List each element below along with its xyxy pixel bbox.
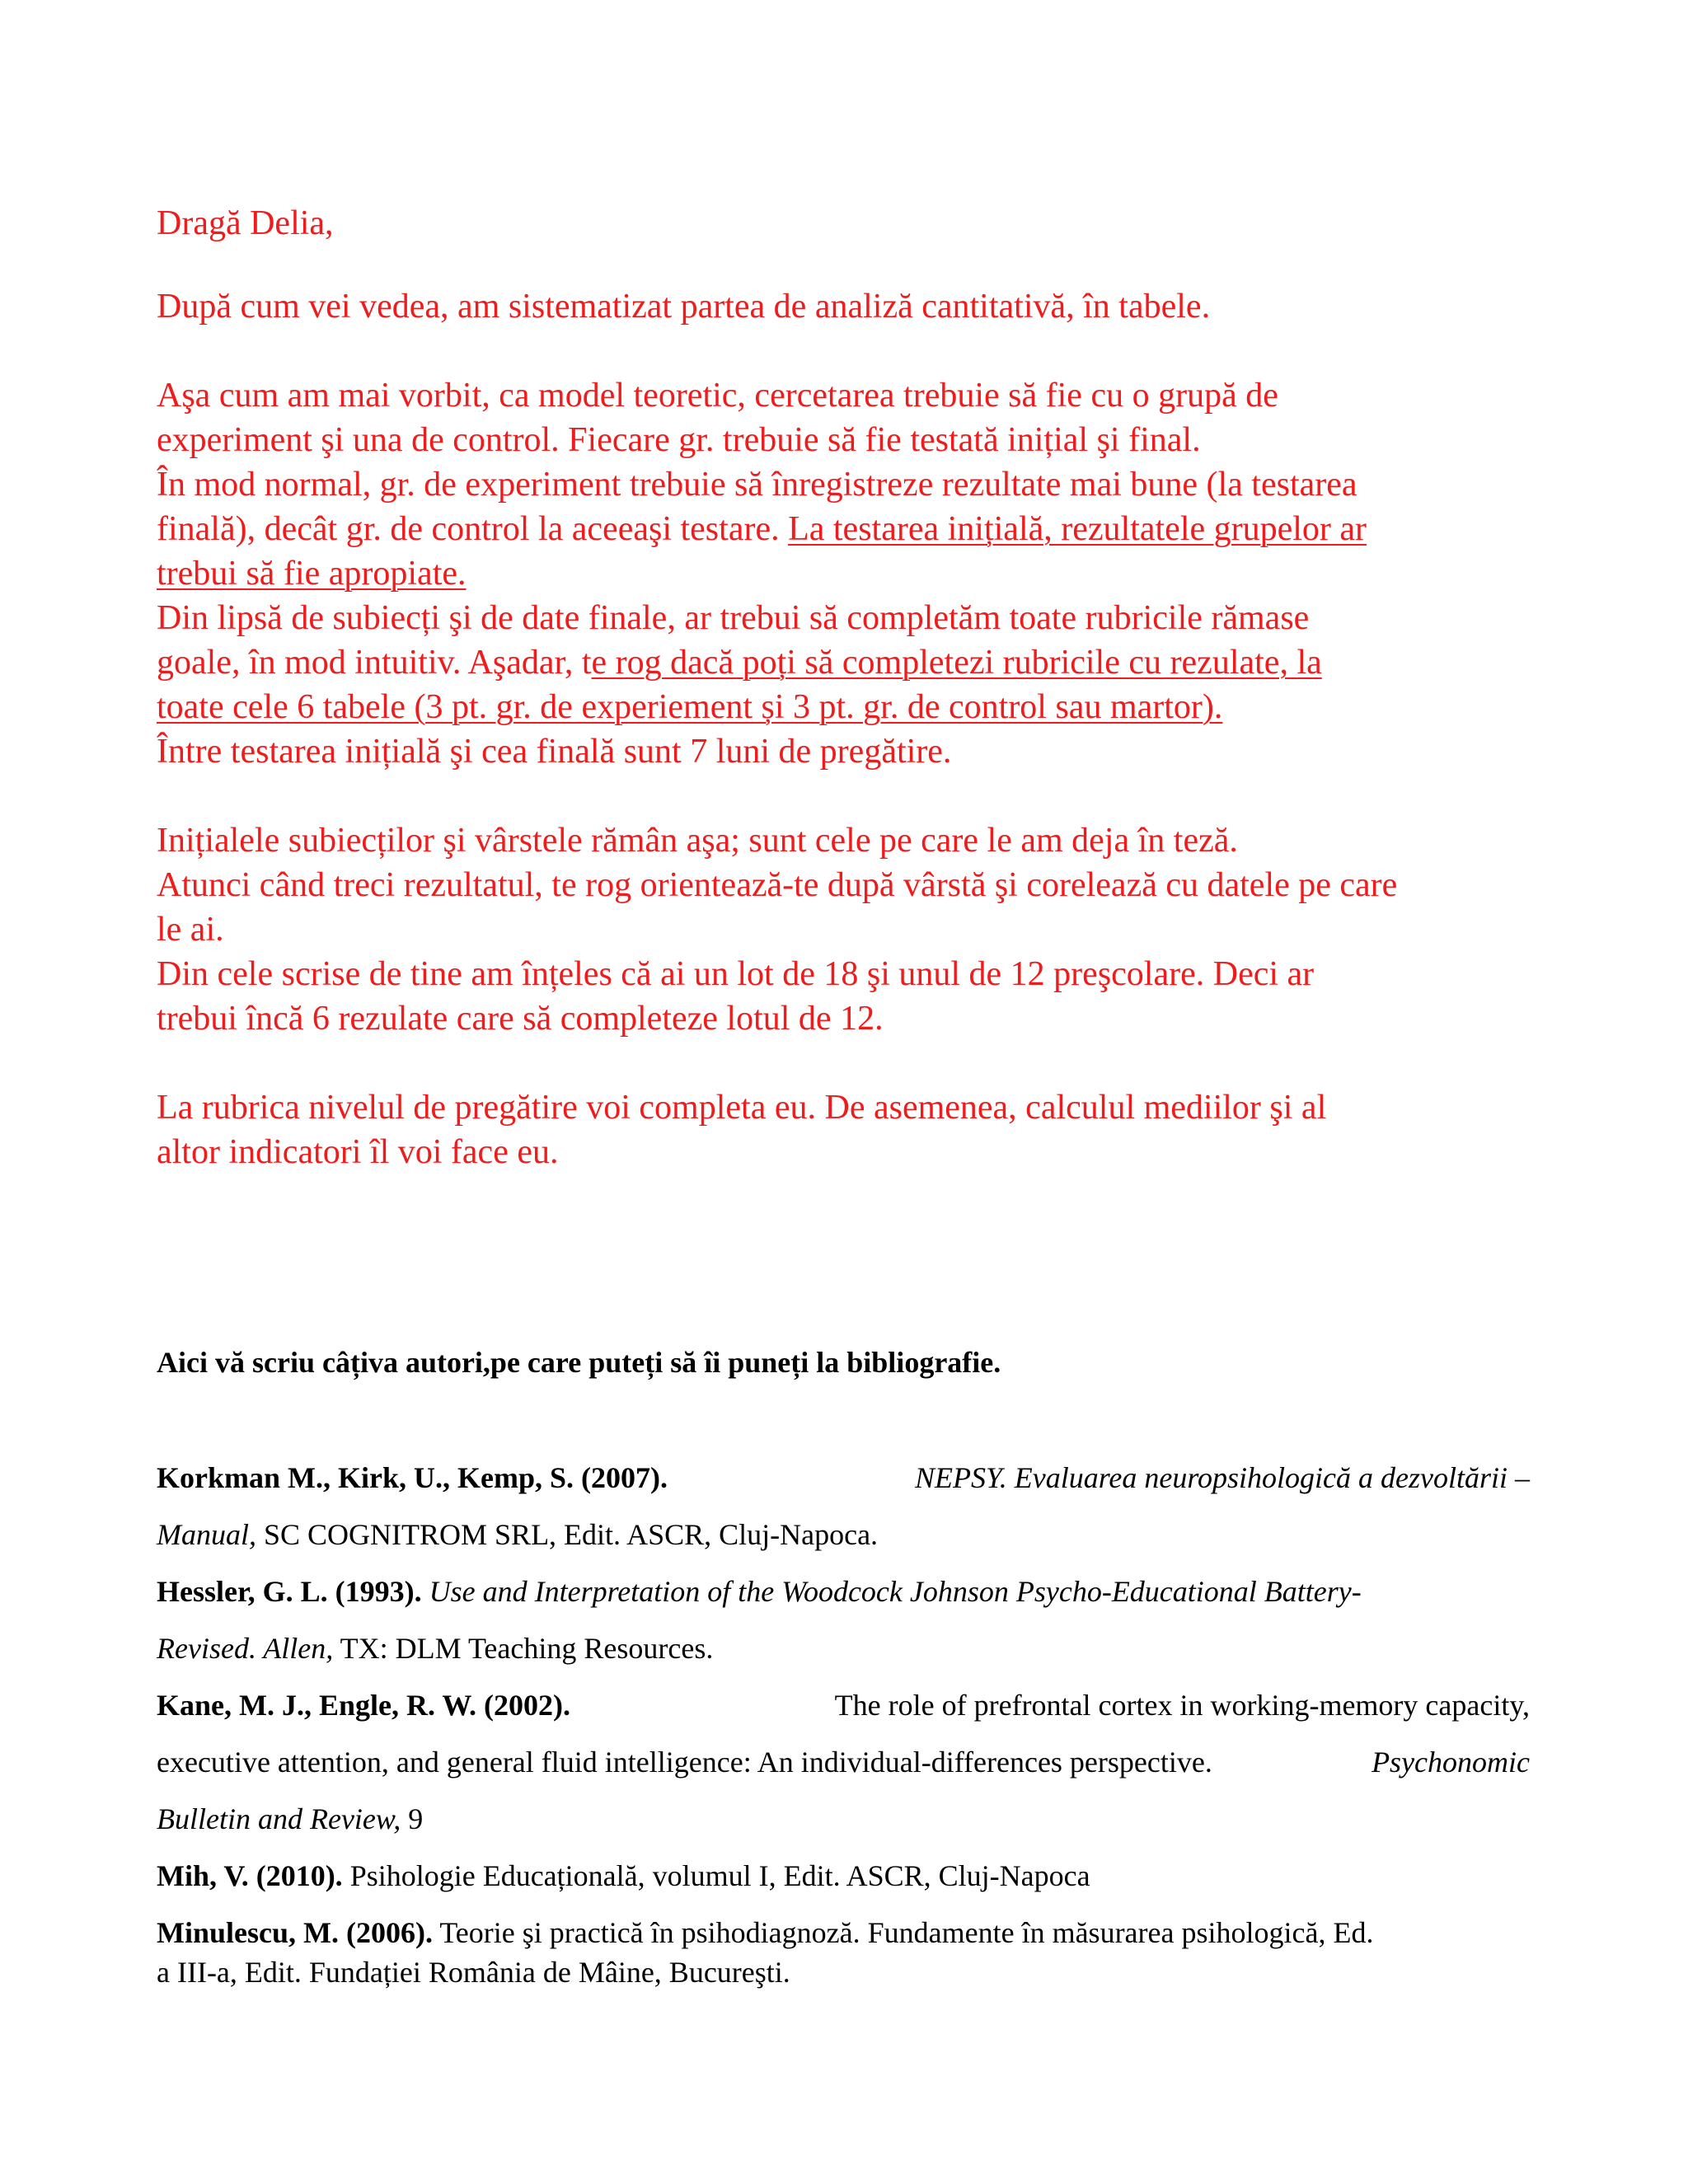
reference-title: Use and Interpretation of the Woodcock Johnson Psycho-Educational Battery- xyxy=(429,1575,1362,1608)
reference-title: executive attention, and general fluid intelligence: An individual-differences perspective. xyxy=(157,1746,1212,1779)
underlined-text: trebui să fie apropiate. xyxy=(157,555,467,593)
reference-authors: Kane, M. J., Engle, R. W. (2002). xyxy=(157,1689,571,1722)
reference-journal: Bulletin and Review, xyxy=(157,1802,401,1835)
underlined-text: toate cele 6 tabele (3 pt. gr. de experiement și 3 pt. gr. de control sau martor). xyxy=(157,688,1223,726)
reference-mih xyxy=(157,1857,1530,1895)
reference-kane xyxy=(157,1686,1530,1724)
letter-line: În mod normal, gr. de experiment trebuie să înregistreze rezultate mai bune (la testarea xyxy=(157,466,1357,504)
reference-korkman xyxy=(157,1459,1530,1497)
reference-title: Teorie şi practică în psihodiagnoză. Fundamente în măsurarea psihologică, Ed. xyxy=(432,1916,1374,1949)
letter-text: finală), decât gr. de control la aceeaşi testare. xyxy=(157,510,789,548)
letter-line: Între testarea inițială şi cea finală sunt 7 luni de pregătire. xyxy=(157,733,952,771)
letter-line: La rubrica nivelul de pregătire voi completa eu. De asemenea, calculul mediilor şi al xyxy=(157,1089,1327,1127)
reference-publisher: TX: DLM Teaching Resources. xyxy=(333,1632,714,1665)
bibliography-intro: Aici vă scriu câțiva autori,pe care puteți să îi puneți la bibliografie. xyxy=(157,1346,1001,1379)
letter-line: Atunci când treci rezultatul, te rog orientează-te după vârstă şi corelează cu datele pe care xyxy=(157,866,1398,904)
reference-journal: Psychonomic xyxy=(1372,1746,1530,1779)
letter-line: altor indicatori îl voi face eu. xyxy=(157,1133,559,1171)
reference-title: Manual, xyxy=(157,1518,256,1551)
reference-authors: Korkman M., Kirk, U., Kemp, S. (2007). xyxy=(157,1461,668,1494)
reference-hessler xyxy=(157,1572,1530,1610)
reference-korkman-cont xyxy=(157,1516,1530,1554)
reference-authors: Hessler, G. L. (1993). xyxy=(157,1575,422,1608)
letter-line: Inițialele subiecților şi vârstele rămân aşa; sunt cele pe care le am deja în teză. xyxy=(157,822,1238,860)
letter-greeting: Dragă Delia, xyxy=(157,204,334,242)
underlined-text: e rog dacă poți să completezi rubricile cu rezulate, la xyxy=(591,644,1322,682)
letter-text: goale, în mod intuitiv. Aşadar, t xyxy=(157,644,592,682)
letter-line xyxy=(157,507,1367,551)
reference-authors: Mih, V. (2010). xyxy=(157,1859,343,1892)
underlined-text: La testarea inițială, rezultatele grupelor ar xyxy=(788,510,1367,548)
letter-line: Din cele scrise de tine am înțeles că ai un lot de 18 şi unul de 12 preşcolare. Deci ar xyxy=(157,955,1315,993)
reference-title: Revised. Allen, xyxy=(157,1632,334,1665)
reference-authors: Minulescu, M. (2006). xyxy=(157,1916,433,1949)
reference-minulescu xyxy=(157,1914,1530,1952)
reference-title: NEPSY. Evaluarea neuropsihologică a dezvoltării – xyxy=(915,1461,1530,1494)
letter-line: Din lipsă de subiecți şi de date finale, ar trebui să completăm toate rubricile rămase xyxy=(157,599,1310,637)
reference-minulescu-cont: a III-a, Edit. Fundației România de Mâine, Bucureşti. xyxy=(157,1956,790,1989)
reference-publisher: SC COGNITROM SRL, Edit. ASCR, Cluj-Napoca. xyxy=(256,1518,879,1551)
reference-title: Psihologie Educațională, volumul I, Edit. ASCR, Cluj-Napoca xyxy=(342,1859,1090,1892)
letter-line: experiment şi una de control. Fiecare gr. trebuie să fie testată inițial şi final. xyxy=(157,421,1201,459)
reference-volume: 9 xyxy=(401,1802,424,1835)
letter-line: trebui încă 6 rezulate care să completeze lotul de 12. xyxy=(157,1000,884,1038)
reference-kane-journal xyxy=(157,1800,1530,1838)
reference-title: The role of prefrontal cortex in working-memory capacity, xyxy=(834,1689,1530,1722)
letter-line xyxy=(157,640,1322,685)
letter-line: Aşa cum am mai vorbit, ca model teoretic, cercetarea trebuie să fie cu o grupă de xyxy=(157,377,1278,415)
reference-hessler-cont xyxy=(157,1629,1530,1667)
reference-kane-cont xyxy=(157,1743,1530,1781)
letter-line: le ai. xyxy=(157,911,224,949)
letter-paragraph-1: După cum vei vedea, am sistematizat partea de analiză cantitativă, în tabele. xyxy=(157,288,1211,326)
